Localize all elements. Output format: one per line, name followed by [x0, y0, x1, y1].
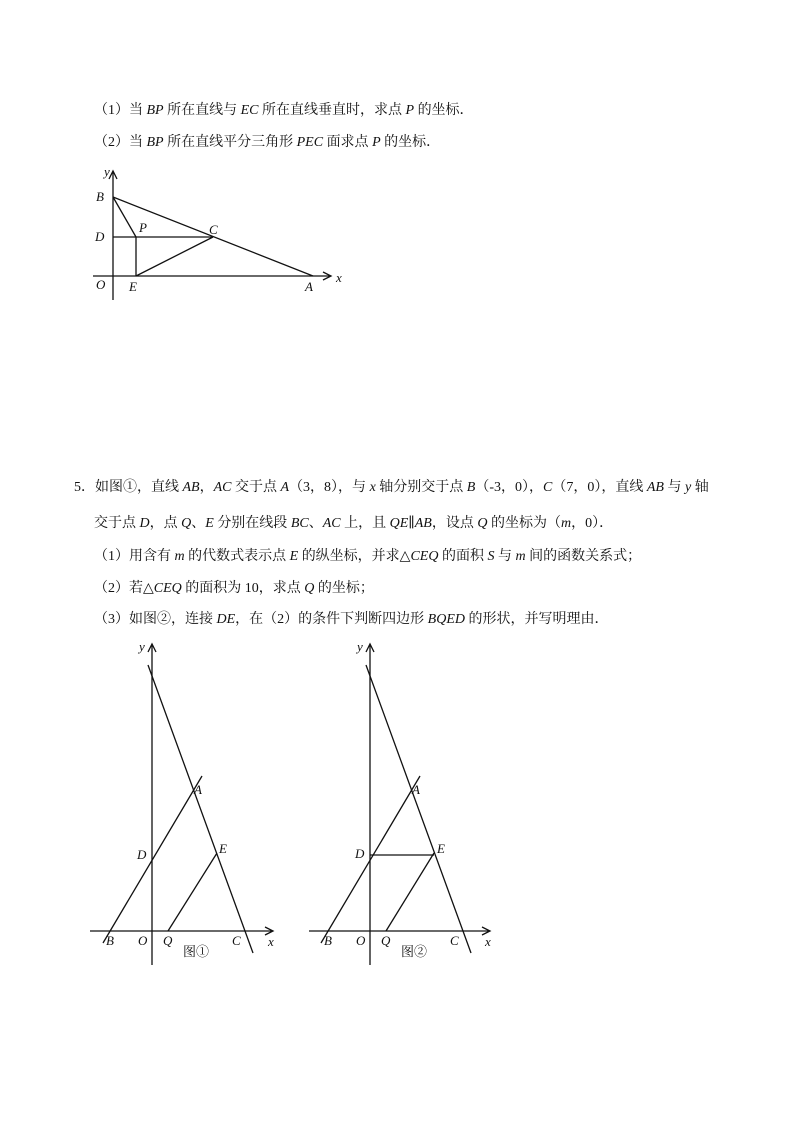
text-run: ∥: [408, 516, 415, 531]
text-run: 的形状，并写明理由．: [465, 612, 609, 627]
fig1-origin-label: O: [138, 933, 148, 948]
q4-origin-label: O: [96, 277, 106, 292]
fig1-x-label: x: [268, 934, 274, 949]
math-variable: E: [205, 516, 214, 531]
text-run: 与: [494, 549, 516, 564]
fig1-caption: 图①: [183, 944, 210, 959]
fig2-point-c-label: C: [450, 933, 459, 948]
text-run: 面求点: [323, 135, 373, 150]
text-run: 的坐标．: [380, 135, 441, 150]
fig2-line-ac: [366, 665, 471, 953]
fig2-point-a-label: A: [412, 782, 420, 797]
text-run: ，: [199, 480, 214, 495]
text-run: 的纵坐标，并求△: [298, 549, 411, 564]
text-run: （2）若△: [94, 581, 154, 596]
text-run: 的面积为 10，求点: [181, 581, 305, 596]
q4-point-p-label: P: [139, 220, 147, 235]
text-run: 轴分别交于点: [375, 480, 467, 495]
math-variable: BC: [290, 516, 309, 531]
fig1-point-d-label: D: [137, 847, 147, 862]
text-run: ，0）．: [571, 516, 614, 531]
text-run: 的坐标为（: [487, 516, 561, 531]
fig2-point-d-label: D: [355, 846, 365, 861]
text-run: ，点: [149, 516, 182, 531]
text-run: （-3，0），: [475, 480, 544, 495]
text-run: （3）如图②，连接: [94, 612, 217, 627]
text-run: 轴: [691, 480, 709, 495]
fig1-point-b-label: B: [106, 933, 114, 948]
math-variable: Q: [477, 516, 488, 531]
math-variable: PEC: [296, 135, 324, 150]
math-variable: AC: [322, 516, 341, 531]
fig2-point-b-label: B: [324, 933, 332, 948]
math-variable: AC: [213, 480, 232, 495]
math-variable: C: [543, 480, 553, 495]
q4-x-label: x: [336, 270, 342, 285]
math-variable: A: [280, 480, 290, 495]
text-run: 交于点: [94, 516, 140, 531]
text-run: 5．如图①，直线: [74, 480, 183, 495]
text-run: 所在直线垂直时，求点: [258, 103, 406, 118]
text-run: ，在（2）的条件下判断四边形: [235, 612, 428, 627]
math-variable: x: [369, 480, 376, 495]
fig1-point-q-label: Q: [163, 933, 173, 948]
math-variable: P: [405, 103, 415, 118]
text-run: 间的函数关系式；: [525, 549, 642, 564]
fig1-point-c-label: C: [232, 933, 241, 948]
q4-y-label: y: [104, 164, 110, 179]
math-variable: CEQ: [153, 581, 182, 596]
text-run: （1）用含有: [94, 549, 175, 564]
math-variable: m: [560, 516, 572, 531]
fig2-y-label: y: [357, 639, 363, 654]
text-run: 交于点: [231, 480, 281, 495]
q4-point-a-label: A: [305, 279, 313, 294]
text-run: （3，8），与: [289, 480, 370, 495]
fig2-point-q-label: Q: [381, 933, 391, 948]
text-run: 、: [308, 516, 323, 531]
text-run: 上，且: [340, 516, 390, 531]
math-variable: y: [684, 480, 692, 495]
math-variable: DE: [216, 612, 236, 627]
math-variable: S: [487, 549, 495, 564]
math-variable: BQED: [427, 612, 465, 627]
math-variable: BP: [146, 135, 164, 150]
text-run: 的坐标．: [414, 103, 474, 118]
q4-point-c-label: C: [209, 222, 218, 237]
fig2-origin-label: O: [356, 933, 366, 948]
text-run: 与: [663, 480, 685, 495]
q4-point-e-label: E: [129, 279, 137, 294]
math-variable: E: [289, 549, 299, 564]
math-variable: Q: [304, 581, 315, 596]
text-run: 所在直线平分三角形: [163, 135, 297, 150]
math-variable: D: [139, 516, 150, 531]
fig2-x-label: x: [485, 934, 491, 949]
fig2-point-e-label: E: [437, 841, 445, 856]
text-run: （2）当: [94, 135, 147, 150]
math-variable: BP: [146, 103, 164, 118]
math-variable: AB: [182, 480, 200, 495]
fig1-y-label: y: [139, 639, 145, 654]
q4-point-d-label: D: [95, 229, 105, 244]
math-variable: AB: [414, 516, 432, 531]
text-run: 的代数式表示点: [184, 549, 290, 564]
q4-point-b-label: B: [96, 189, 104, 204]
math-variable: AB: [646, 480, 664, 495]
text-run: 的面积: [438, 549, 488, 564]
math-variable: m: [174, 549, 185, 564]
math-variable: m: [515, 549, 526, 564]
math-variable: CEQ: [410, 549, 439, 564]
math-variable: Q: [181, 516, 192, 531]
math-variable: EC: [240, 103, 259, 118]
text-run: 、: [191, 516, 206, 531]
text-run: ，设点: [431, 516, 478, 531]
text-run: （7，0），直线: [552, 480, 647, 495]
math-variable: QE: [389, 516, 409, 531]
text-run: 的坐标；: [314, 581, 374, 596]
text-run: 所在直线与: [163, 103, 241, 118]
text-run: 分别在线段: [213, 516, 291, 531]
fig2-segment-qe: [386, 853, 434, 931]
math-variable: P: [372, 135, 381, 150]
math-variable: B: [466, 480, 476, 495]
fig2-caption: 图②: [401, 944, 428, 959]
text-run: （1）当: [94, 103, 147, 118]
fig1-point-a-label: A: [194, 782, 202, 797]
fig1-point-e-label: E: [219, 841, 227, 856]
